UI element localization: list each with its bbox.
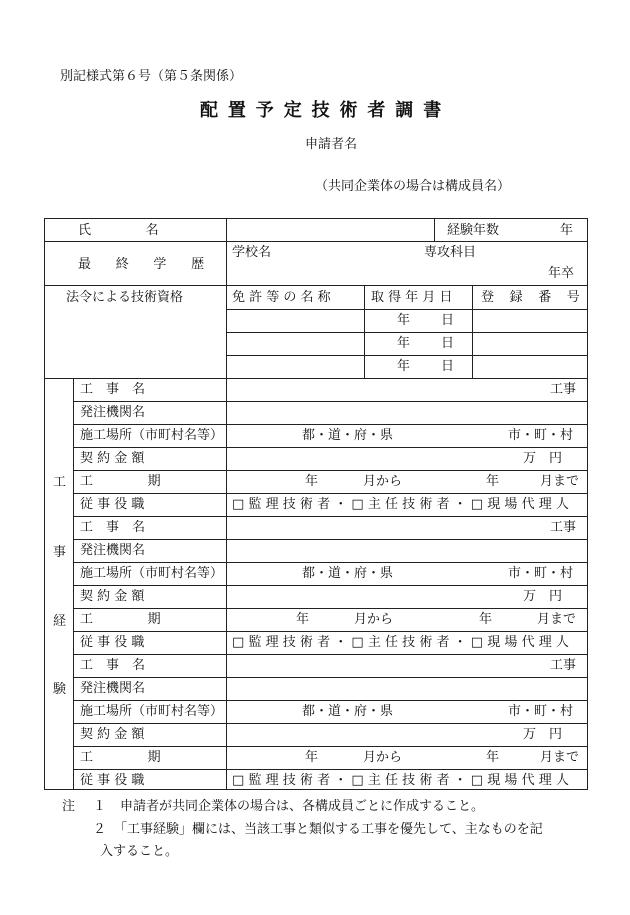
city-text: 市・町・村 — [508, 428, 574, 443]
work-name-label: 工 事 名 — [80, 658, 146, 673]
period-from: 月から — [354, 612, 394, 627]
amount-label: 契 約 金 額 — [80, 727, 145, 742]
period-year-start: 年 — [305, 474, 319, 489]
name-label: 氏 名 — [78, 223, 163, 238]
client-label: 発注機関名 — [80, 681, 146, 696]
amount-unit: 万 円 — [523, 589, 563, 604]
note-2-number: ２ — [93, 822, 107, 837]
name-field[interactable] — [227, 219, 434, 241]
role-label: 従 事 役 職 — [80, 635, 145, 650]
role-options[interactable]: □監理技術者・□主任技術者・□現場代理人 — [232, 635, 574, 650]
location-label: 施工場所（市町村名等） — [80, 428, 224, 443]
city-text: 市・町・村 — [508, 566, 574, 581]
jv-note: （共同企業体の場合は構成員名） — [315, 179, 511, 194]
prefecture-text: 都・道・府・県 — [302, 428, 394, 443]
location-label: 施工場所（市町村名等） — [80, 704, 224, 719]
period-year-end: 年 — [486, 750, 500, 765]
notes-marker: 注 — [62, 799, 76, 814]
amount-unit: 万 円 — [523, 451, 563, 466]
prefecture-text: 都・道・府・県 — [302, 704, 394, 719]
experience-side-label-1: 工 — [53, 475, 67, 490]
period-label: 工 期 — [80, 612, 165, 627]
document-title: 配置予定技術者調書 — [200, 100, 452, 121]
form-number: 別記様式第６号（第５条関係） — [60, 69, 243, 84]
period-year-end: 年 — [486, 474, 500, 489]
acquired-day-1: 日 — [441, 313, 455, 328]
license-name-header: 免 許 等 の 名 称 — [232, 290, 331, 305]
registration-number-header: 登 録 番 号 — [481, 290, 582, 305]
work-suffix: 工事 — [550, 382, 577, 397]
work-name-label: 工 事 名 — [80, 520, 146, 535]
acquired-year-3: 年 — [397, 359, 411, 374]
city-text: 市・町・村 — [508, 704, 574, 719]
work-name-label: 工 事 名 — [80, 382, 146, 397]
period-from: 月から — [363, 750, 403, 765]
period-from: 月から — [363, 474, 403, 489]
location-label: 施工場所（市町村名等） — [80, 566, 224, 581]
school-label: 学校名 — [232, 245, 272, 260]
acquired-year-1: 年 — [397, 313, 411, 328]
prefecture-text: 都・道・府・県 — [302, 566, 394, 581]
amount-label: 契 約 金 額 — [80, 589, 145, 604]
major-label: 専攻科目 — [424, 245, 477, 260]
period-until: 月まで — [537, 612, 577, 627]
note-2-text-line2: 入すること。 — [100, 844, 179, 859]
client-label: 発注機関名 — [80, 543, 146, 558]
acquired-date-header: 取 得 年 月 日 — [371, 290, 453, 305]
qualification-label: 法令による技術資格 — [66, 290, 184, 305]
experience-side-label-3: 経 — [53, 614, 67, 629]
acquired-year-2: 年 — [397, 336, 411, 351]
amount-unit: 万 円 — [523, 727, 563, 742]
note-2-text-line1: 「工事経験」欄には、当該工事と類似する工事を優先して、主なものを記 — [114, 822, 543, 837]
graduation-suffix: 年卒 — [548, 266, 575, 281]
period-until: 月まで — [540, 474, 580, 489]
work-suffix: 工事 — [550, 520, 577, 535]
period-year-end: 年 — [479, 612, 493, 627]
period-label: 工 期 — [80, 474, 165, 489]
period-year-start: 年 — [305, 750, 319, 765]
work-suffix: 工事 — [550, 658, 577, 673]
applicant-name-label: 申請者名 — [305, 137, 358, 152]
amount-label: 契 約 金 額 — [80, 451, 145, 466]
role-options[interactable]: □監理技術者・□主任技術者・□現場代理人 — [232, 773, 574, 788]
note-1-number: １ — [93, 799, 107, 814]
period-label: 工 期 — [80, 750, 165, 765]
period-year-start: 年 — [296, 612, 310, 627]
role-label: 従 事 役 職 — [80, 497, 145, 512]
role-label: 従 事 役 職 — [80, 773, 145, 788]
client-label: 発注機関名 — [80, 405, 146, 420]
acquired-day-3: 日 — [441, 359, 455, 374]
note-1-text: 申請者が共同企業体の場合は、各構成員ごとに作成すること。 — [120, 799, 485, 814]
experience-side-label-4: 験 — [53, 682, 67, 697]
experience-years-label: 経験年数 — [447, 223, 500, 238]
role-options[interactable]: □監理技術者・□主任技術者・□現場代理人 — [232, 497, 574, 512]
period-until: 月まで — [540, 750, 580, 765]
experience-years-suffix: 年 — [560, 223, 574, 238]
experience-side-label-2: 事 — [53, 545, 67, 560]
acquired-day-2: 日 — [441, 336, 455, 351]
education-label: 最 終 学 歴 — [78, 257, 210, 272]
